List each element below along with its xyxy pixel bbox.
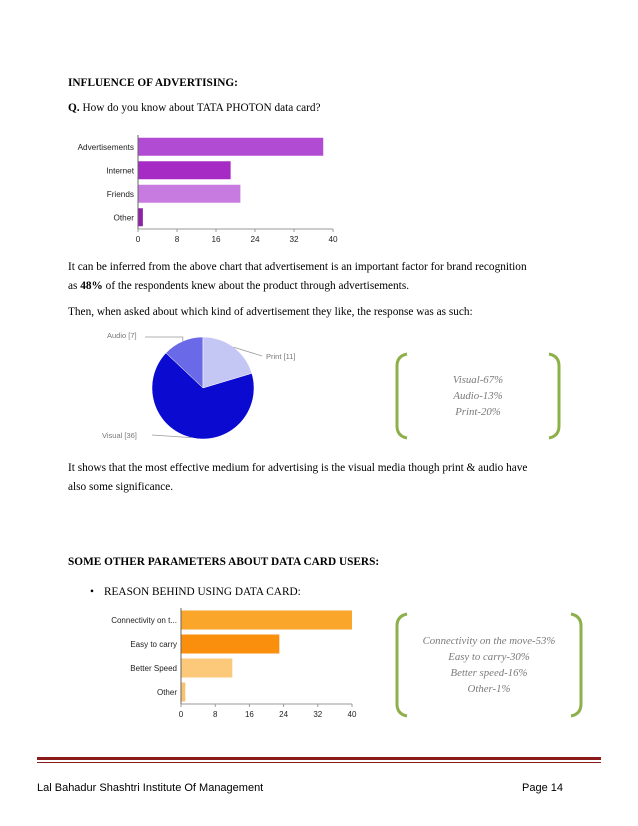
tick-label: 0	[178, 710, 184, 719]
bar	[138, 185, 240, 203]
tick-label: 16	[211, 235, 221, 244]
summary-better-speed: Better speed-16%	[450, 667, 528, 679]
bullet-item	[90, 583, 301, 602]
footer-rule	[37, 757, 601, 760]
tick-label: 8	[174, 235, 180, 244]
reason-chart	[100, 605, 370, 720]
bar	[181, 683, 185, 702]
question-prefix: Q.	[68, 102, 80, 114]
tick-label: 24	[250, 235, 260, 244]
section-heading-parameters: SOME OTHER PARAMETERS ABOUT DATA CARD USERS:	[68, 556, 380, 568]
bar	[181, 611, 352, 630]
summary-easy-to-carry: Easy to carry-30%	[448, 651, 530, 663]
advertisement-type-pie-chart	[90, 325, 320, 450]
effective-medium-paragraph: It shows that the most effective medium for advertising is the visual media though print & audio have also some significance.	[68, 462, 528, 493]
inference-text-b: of the respondents knew about the product through advertisements.	[102, 280, 410, 292]
bar	[181, 635, 279, 654]
tick-label: 40	[328, 235, 338, 244]
advertising-source-chart	[60, 130, 360, 250]
summary-print: Print-20%	[455, 406, 501, 418]
category-label: Friends	[106, 189, 134, 199]
tick-label: 32	[313, 710, 323, 719]
category-label: Other	[156, 688, 177, 697]
category-label: Easy to carry	[130, 640, 177, 649]
category-label: Connectivity on t...	[111, 616, 177, 625]
tick-label: 24	[279, 710, 289, 719]
reason-summary	[403, 633, 575, 697]
bullet-icon: •	[90, 586, 94, 598]
category-label: Internet	[106, 166, 134, 176]
bullet-text: REASON BEHIND USING DATA CARD:	[103, 586, 301, 598]
footer-page-number: Page 14	[522, 782, 563, 794]
advertisement-summary	[403, 372, 553, 420]
summary-connectivity: Connectivity on the move-53%	[422, 635, 556, 647]
summary-visual: Visual-67%	[452, 374, 504, 386]
bar	[181, 659, 232, 678]
tick-label: 0	[135, 235, 141, 244]
tick-label: 40	[347, 710, 357, 719]
footer-rule-thin	[37, 762, 601, 763]
tick-label: 8	[212, 710, 218, 719]
pie-label: Audio [7]	[107, 331, 137, 340]
tick-label: 32	[289, 235, 299, 244]
pie-label: Visual [36]	[102, 431, 137, 440]
tick-label: 16	[244, 710, 254, 719]
question-text: How do you know about TATA PHOTON data card?	[82, 102, 321, 114]
leader-line	[145, 337, 183, 341]
bar	[138, 138, 323, 156]
section-heading-advertising: INFLUENCE OF ADVERTISING:	[68, 77, 238, 89]
inference-text-a: It can be inferred from the above chart that advertisement is an important factor for brand recognition as	[68, 261, 527, 292]
summary-audio: Audio-13%	[453, 390, 503, 402]
bar	[138, 161, 231, 179]
pie-label: Print [11]	[266, 352, 296, 361]
bar	[138, 208, 143, 226]
inference-percent: 48%	[80, 280, 103, 292]
inference-paragraph	[68, 258, 538, 296]
category-label: Better Speed	[130, 664, 177, 673]
summary-other: Other-1%	[467, 683, 511, 695]
survey-question	[68, 99, 321, 118]
footer-institute: Lal Bahadur Shashtri Institute Of Management	[37, 782, 264, 794]
advertisement-type-paragraph: Then, when asked about which kind of advertisement they like, the response was as such:	[68, 306, 473, 318]
category-label: Advertisements	[77, 142, 134, 152]
category-label: Other	[113, 213, 134, 223]
